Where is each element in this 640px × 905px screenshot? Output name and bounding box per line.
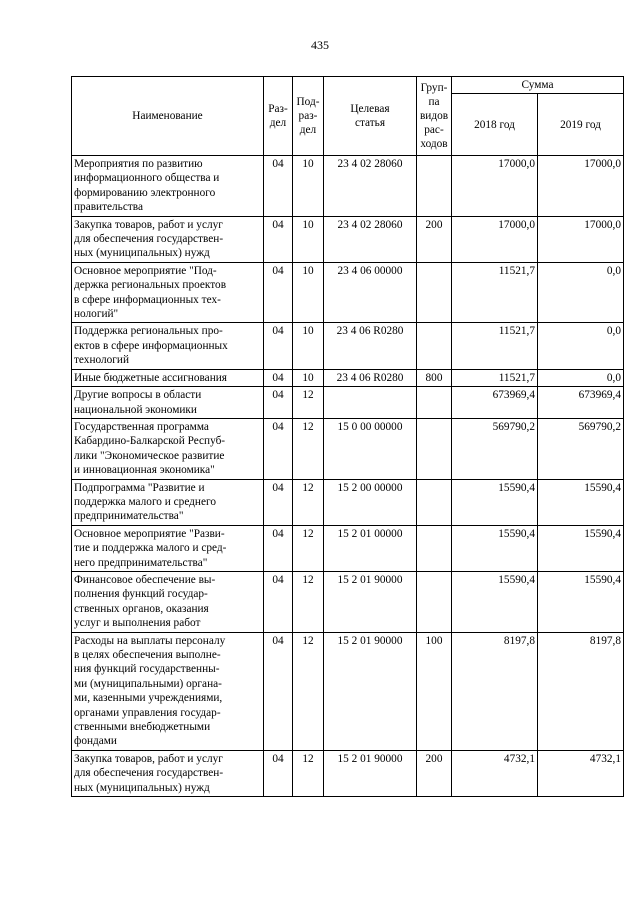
cell-celevaya: 23 4 06 R0280 [324,323,417,369]
cell-razdel: 04 [264,525,293,571]
cell-razdel: 04 [264,571,293,632]
cell-gruppa [417,418,452,479]
cell-gruppa [417,262,452,323]
cell-celevaya: 15 2 01 90000 [324,571,417,632]
cell-celevaya: 23 4 06 00000 [324,262,417,323]
header-summa: Сумма [452,77,624,94]
cell-y2018: 17000,0 [452,216,538,262]
cell-y2019: 0,0 [538,262,624,323]
cell-name: Другие вопросы в области национальной экономики [72,387,264,419]
cell-name: Иные бюджетные ассигнования [72,369,264,386]
cell-y2018: 4732,1 [452,750,538,796]
cell-gruppa: 200 [417,216,452,262]
cell-gruppa [417,323,452,369]
cell-celevaya: 23 4 02 28060 [324,156,417,217]
header-podrazdel: Под- раз- дел [293,77,324,156]
cell-y2018: 15590,4 [452,571,538,632]
cell-razdel: 04 [264,323,293,369]
cell-y2019: 0,0 [538,323,624,369]
cell-name: Закупка товаров, работ и услуг для обеспечения государствен- ных (муниципальных) нужд [72,750,264,796]
cell-y2018: 8197,8 [452,632,538,750]
cell-y2019: 17000,0 [538,216,624,262]
table-row [72,369,624,386]
cell-razdel: 04 [264,216,293,262]
cell-name: Финансовое обеспечение вы- полнения функций государ- ственных органов, оказания услуг и выполнения работ [72,571,264,632]
cell-y2019: 4732,1 [538,750,624,796]
cell-podrazdel: 10 [293,216,324,262]
cell-y2018: 17000,0 [452,156,538,217]
cell-podrazdel: 10 [293,369,324,386]
table-row [72,323,624,369]
table-row [72,156,624,217]
cell-razdel: 04 [264,262,293,323]
cell-podrazdel: 12 [293,632,324,750]
cell-celevaya: 15 2 00 00000 [324,479,417,525]
cell-y2018: 15590,4 [452,525,538,571]
cell-gruppa: 100 [417,632,452,750]
cell-y2019: 15590,4 [538,525,624,571]
table-row [72,479,624,525]
cell-celevaya: 15 0 00 00000 [324,418,417,479]
cell-razdel: 04 [264,632,293,750]
cell-y2019: 8197,8 [538,632,624,750]
cell-podrazdel: 12 [293,387,324,419]
cell-podrazdel: 10 [293,156,324,217]
cell-razdel: 04 [264,387,293,419]
cell-celevaya: 23 4 06 R0280 [324,369,417,386]
table-row [72,632,624,750]
cell-y2018: 569790,2 [452,418,538,479]
cell-razdel: 04 [264,418,293,479]
cell-y2019: 15590,4 [538,571,624,632]
cell-celevaya: 15 2 01 00000 [324,525,417,571]
cell-gruppa: 200 [417,750,452,796]
cell-podrazdel: 10 [293,262,324,323]
header-gruppa: Груп- па видов рас- ходов [417,77,452,156]
table-row [72,387,624,419]
cell-razdel: 04 [264,479,293,525]
cell-gruppa [417,387,452,419]
cell-gruppa: 800 [417,369,452,386]
cell-name: Основное мероприятие "Разви- тие и поддержка малого и сред- него предпринимательства" [72,525,264,571]
cell-y2019: 0,0 [538,369,624,386]
cell-razdel: 04 [264,156,293,217]
cell-name: Государственная программа Кабардино-Балкарской Респуб- лики "Экономическое развитие и инновационная экономика" [72,418,264,479]
table-row [72,262,624,323]
cell-razdel: 04 [264,369,293,386]
table-row [72,216,624,262]
header-name: Наименование [72,77,264,156]
header-year-2019: 2019 год [538,94,624,156]
cell-podrazdel: 12 [293,750,324,796]
header-celevaya: Целевая статья [324,77,417,156]
cell-name: Мероприятия по развитию информационного общества и формированию электронного правительства [72,156,264,217]
header-year-2018: 2018 год [452,94,538,156]
cell-name: Поддержка региональных про- ектов в сфере информационных технологий [72,323,264,369]
cell-razdel: 04 [264,750,293,796]
cell-name: Расходы на выплаты персоналу в целях обеспечения выполне- ния функций государственны- ми (муниципальными) органа- ми, казенными учреждениями, органами управления государ- ственными внебюджетными фондами [72,632,264,750]
table-row [72,571,624,632]
cell-y2018: 673969,4 [452,387,538,419]
cell-podrazdel: 12 [293,571,324,632]
cell-name: Закупка товаров, работ и услуг для обеспечения государствен- ных (муниципальных) нужд [72,216,264,262]
table-row [72,750,624,796]
cell-celevaya: 15 2 01 90000 [324,750,417,796]
cell-gruppa [417,571,452,632]
page-number: 435 [311,38,329,52]
cell-celevaya: 23 4 02 28060 [324,216,417,262]
budget-table [71,76,624,797]
table-row [72,525,624,571]
cell-y2019: 17000,0 [538,156,624,217]
cell-podrazdel: 10 [293,323,324,369]
cell-y2018: 15590,4 [452,479,538,525]
cell-podrazdel: 12 [293,525,324,571]
table-row [72,418,624,479]
cell-y2018: 11521,7 [452,369,538,386]
cell-podrazdel: 12 [293,479,324,525]
cell-gruppa [417,156,452,217]
cell-celevaya [324,387,417,419]
cell-y2019: 15590,4 [538,479,624,525]
header-razdel: Раз- дел [264,77,293,156]
cell-name: Основное мероприятие "Под- держка региональных проектов в сфере информационных тех- нологий" [72,262,264,323]
cell-name: Подпрограмма "Развитие и поддержка малого и среднего предпринимательства" [72,479,264,525]
cell-y2018: 11521,7 [452,262,538,323]
cell-y2019: 673969,4 [538,387,624,419]
cell-celevaya: 15 2 01 90000 [324,632,417,750]
cell-y2018: 11521,7 [452,323,538,369]
cell-podrazdel: 12 [293,418,324,479]
cell-y2019: 569790,2 [538,418,624,479]
cell-gruppa [417,525,452,571]
cell-gruppa [417,479,452,525]
